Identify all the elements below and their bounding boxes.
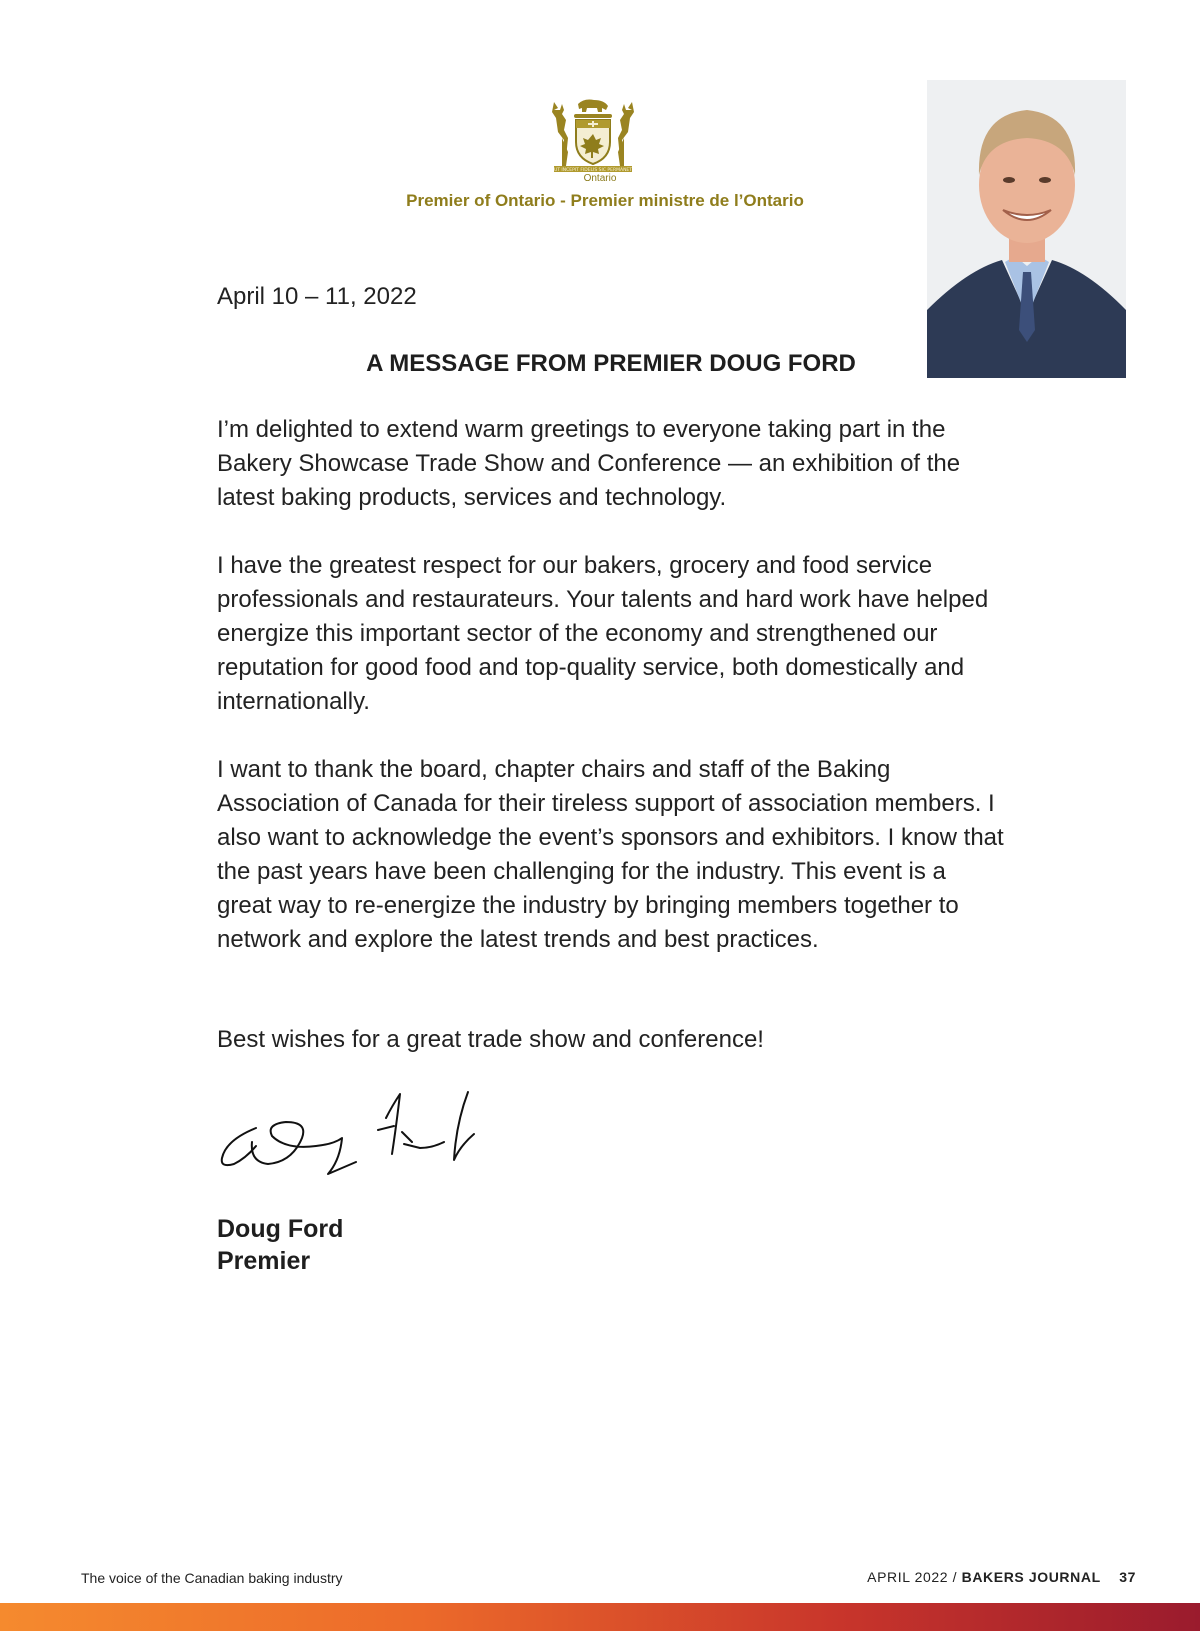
footer-page-number: 37 xyxy=(1119,1569,1136,1585)
signer-name: Doug Ford xyxy=(217,1215,344,1243)
letter-paragraph-4: Best wishes for a great trade show and conference! xyxy=(217,1026,764,1053)
crest-caption: Ontario xyxy=(583,173,617,184)
letter-paragraph-2: I have the greatest respect for our bakers, grocery and food service professionals and restaurateurs. Your talents and hard work have helped energize this important sector of the economy and strengthened our reputation for good food and top-quality service, both domestically and internationally. xyxy=(217,552,989,715)
footer-color-bar xyxy=(0,1603,1200,1631)
footer-tagline: The voice of the Canadian baking industry xyxy=(81,1570,343,1586)
premier-portrait-photo xyxy=(927,80,1126,378)
handwritten-signature xyxy=(216,1088,496,1183)
footer-issue-info xyxy=(867,1569,1136,1585)
letter-paragraph-3: I want to thank the board, chapter chairs and staff of the Baking Association of Canada for their tireless support of association members. I also want to acknowledge the event’s sponsors and exhibitors. I know that the past years have been challenging for the industry. This event is a great way to re-energize the industry by bringing members together to network and explore the latest trends and best practices. xyxy=(217,756,1004,953)
svg-text:UT INCEPIT FIDELIS SIC PERMANE: UT INCEPIT FIDELIS SIC PERMANET xyxy=(553,168,633,173)
footer-issue-date: APRIL 2022 xyxy=(867,1569,949,1585)
signer-title: Premier xyxy=(217,1247,311,1275)
letter-paragraph-1: I’m delighted to extend warm greetings to everyone taking part in the Bakery Showcase Trade Show and Conference — an exhibition of the latest baking products, services and technology. xyxy=(217,416,961,511)
letter-date: April 10 – 11, 2022 xyxy=(217,283,417,310)
office-title: Premier of Ontario - Premier ministre de l’Ontario xyxy=(406,191,804,210)
letter-heading: A MESSAGE FROM PREMIER DOUG FORD xyxy=(366,350,856,377)
footer-magazine-name: BAKERS JOURNAL xyxy=(961,1569,1101,1585)
footer-separator: / xyxy=(952,1569,958,1585)
